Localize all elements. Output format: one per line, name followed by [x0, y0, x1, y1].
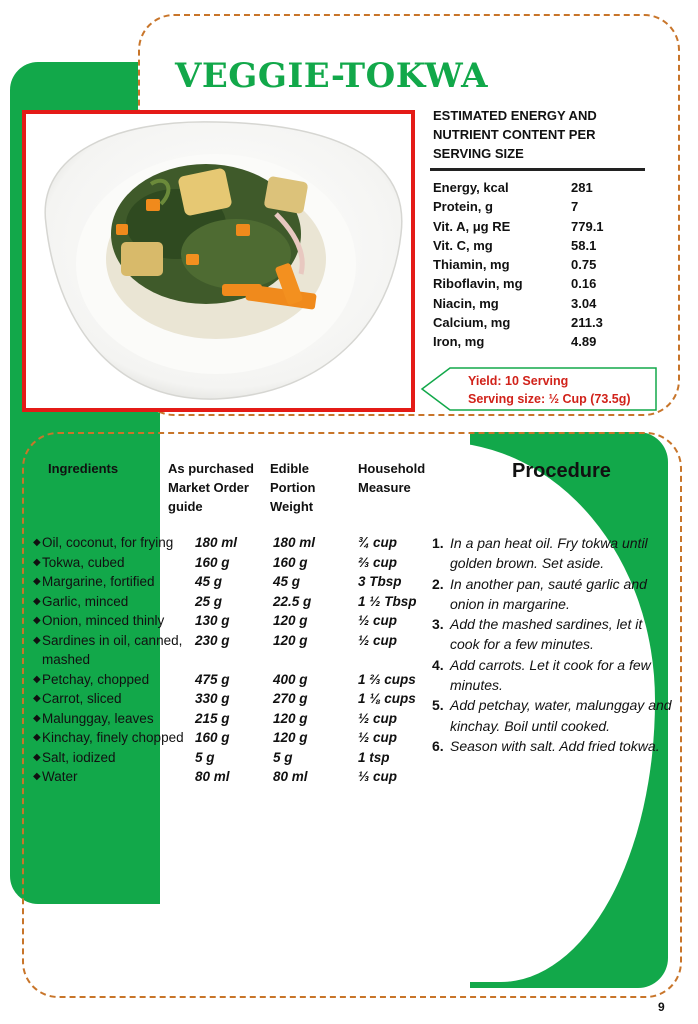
diamond-bullet-icon: ◆ [33, 673, 41, 685]
yield-callout [420, 366, 660, 412]
dish-photo [22, 110, 415, 412]
nutrient-value: 0.16 [571, 276, 597, 292]
diamond-bullet-icon: ◆ [33, 537, 41, 548]
nutrient-row [433, 332, 643, 351]
diamond-bullet-icon: ◆ [33, 771, 41, 782]
ingredient-household-measure: 1 ⅔ cups [358, 671, 416, 687]
ingredient-edible-portion: 120 g [273, 730, 308, 745]
ingredient-name: Sardines in oil, canned, mashed [42, 632, 183, 667]
procedure-step [432, 533, 672, 574]
ingredients-list [33, 533, 443, 787]
ingredient-name: Tokwa, cubed [42, 554, 125, 570]
ingredient-as-purchased: 230 g [195, 632, 230, 648]
ingredient-edible-portion: 180 ml [273, 535, 316, 550]
ingredient-name: Margarine, fortified [42, 574, 155, 589]
ingredient-household-measure: ½ cup [358, 613, 398, 628]
nutrient-name: Riboflavin, mg [433, 276, 523, 292]
nutrient-row [433, 294, 643, 313]
yield-text [468, 372, 631, 408]
ingredient-edible-portion: 120 g [273, 710, 308, 726]
ingredient-row [33, 611, 443, 631]
procedure-steps [432, 533, 672, 756]
nutrient-row [433, 197, 643, 216]
procedure-step [432, 614, 672, 655]
page-number: 9 [658, 1000, 665, 1014]
diamond-bullet-icon: ◆ [33, 634, 41, 646]
ingredient-edible-portion: 45 g [273, 574, 301, 589]
step-number: 2. [432, 575, 444, 592]
nutrient-value: 3.04 [571, 295, 597, 311]
ingredient-household-measure: ¾ cup [358, 535, 398, 550]
ingredient-row [33, 767, 443, 787]
ingredient-household-measure: 1 tsp [358, 749, 390, 765]
ingredient-row [33, 670, 443, 690]
nutrient-name: Vit. A, μg RE [433, 218, 511, 234]
ingredient-row [33, 709, 443, 729]
ingredient-household-measure: ½ cup [358, 730, 398, 745]
ingredient-name: Petchay, chopped [42, 671, 150, 687]
ingredient-edible-portion: 120 g [273, 632, 308, 648]
nutrient-name: Vit. C, mg [433, 237, 493, 253]
ingredient-row [33, 689, 443, 709]
diamond-bullet-icon: ◆ [33, 712, 41, 724]
diamond-bullet-icon: ◆ [33, 576, 41, 587]
ingredient-household-measure: 1 ⅛ cups [358, 691, 416, 706]
ingredient-as-purchased: 475 g [195, 671, 230, 687]
step-number: 3. [432, 616, 444, 633]
ingredient-name: Carrot, sliced [42, 691, 122, 706]
header-edible-portion: Edible Portion Weight [270, 461, 316, 514]
ingredient-row [33, 728, 443, 748]
header-as-purchased: As purchased Market Order guide [168, 461, 254, 514]
nutrient-divider [430, 168, 645, 171]
nutrient-name: Niacin, mg [433, 295, 499, 311]
nutrient-name: Energy, kcal [433, 180, 509, 195]
ingredient-as-purchased: 160 g [195, 730, 230, 745]
nutrient-name: Iron, mg [433, 334, 485, 350]
step-number: 1. [432, 535, 444, 551]
recipe-title: VEGGIE-TOKWA [175, 56, 488, 96]
header-ingredients: Ingredients [48, 461, 119, 476]
diamond-bullet-icon: ◆ [33, 595, 41, 607]
nutrient-name: Protein, g [433, 199, 493, 215]
step-text: In another pan, sauté garlic and onion in margarine. [450, 575, 647, 612]
procedure-step [432, 574, 672, 615]
procedure-step [432, 655, 672, 696]
ingredient-as-purchased: 5 g [195, 749, 215, 765]
ingredient-row [33, 748, 443, 768]
yield-servings: Yield: 10 Serving [468, 374, 569, 388]
ingredient-household-measure: ⅓ cup [358, 769, 398, 784]
veggie-tokwa-dish-icon [26, 114, 411, 408]
diamond-bullet-icon: ◆ [33, 732, 41, 743]
diamond-bullet-icon: ◆ [33, 693, 41, 704]
ingredient-as-purchased: 215 g [195, 710, 230, 726]
step-text: Add carrots. Let it cook for a few minutes. [450, 656, 651, 694]
diamond-bullet-icon: ◆ [33, 751, 41, 763]
ingredient-edible-portion: 400 g [273, 671, 308, 687]
nutrient-value: 58.1 [571, 237, 597, 253]
ingredient-edible-portion: 120 g [273, 613, 308, 628]
ingredient-as-purchased: 180 ml [195, 535, 238, 550]
step-text: Add petchay, water, malunggay and kinchay. Boil until cooked. [450, 697, 672, 734]
ingredient-edible-portion: 80 ml [273, 769, 308, 784]
nutrient-value: 281 [571, 180, 593, 195]
nutrient-value: 4.89 [571, 334, 597, 350]
ingredient-household-measure: ½ cup [358, 632, 398, 648]
ingredient-household-measure: 1 ½ Tbsp [358, 593, 417, 609]
step-text: In a pan heat oil. Fry tokwa until golden brown. Set aside. [450, 535, 648, 572]
nutrient-row [433, 255, 643, 274]
nutrient-row [433, 313, 643, 332]
ingredient-household-measure: ½ cup [358, 710, 398, 726]
ingredient-household-measure: ⅔ cup [358, 554, 398, 570]
nutrient-row [433, 217, 643, 236]
nutrient-row [433, 178, 643, 197]
step-number: 6. [432, 737, 444, 754]
nutrient-value: 7 [571, 199, 579, 215]
ingredient-as-purchased: 80 ml [195, 769, 230, 784]
ingredient-row [33, 533, 443, 553]
diamond-bullet-icon: ◆ [33, 615, 41, 626]
ingredient-row [33, 572, 443, 592]
ingredient-row [33, 592, 443, 612]
ingredient-as-purchased: 160 g [195, 554, 230, 570]
ingredient-name: Onion, minced thinly [42, 613, 165, 628]
step-number: 4. [432, 656, 444, 673]
diamond-bullet-icon: ◆ [33, 556, 41, 568]
ingredient-name: Kinchay, finely chopped [42, 730, 184, 745]
ingredient-as-purchased: 45 g [195, 574, 223, 589]
nutrient-value: 211.3 [571, 315, 603, 331]
ingredient-as-purchased: 130 g [195, 613, 230, 628]
ingredient-name: Salt, iodized [42, 749, 116, 765]
ingredient-edible-portion: 270 g [273, 691, 308, 706]
nutrient-heading: ESTIMATED ENERGY AND NUTRIENT CONTENT PER SERVING SIZE [433, 108, 597, 161]
ingredient-household-measure: 3 Tbsp [358, 574, 402, 589]
nutrient-value: 779.1 [571, 218, 604, 234]
header-household-measure: Household Measure [358, 461, 426, 495]
nutrient-list [433, 178, 643, 352]
ingredient-row [33, 631, 443, 670]
ingredient-name: Malunggay, leaves [42, 710, 154, 726]
ingredient-edible-portion: 22.5 g [273, 593, 312, 609]
ingredient-row [33, 553, 443, 573]
step-text: Add the mashed sardines, let it cook for a few minutes. [450, 616, 643, 653]
procedure-step [432, 736, 672, 756]
step-text: Season with salt. Add fried tokwa. [450, 737, 660, 754]
nutrient-name: Thiamin, mg [433, 257, 510, 273]
nutrient-row [433, 274, 643, 293]
ingredient-edible-portion: 160 g [273, 554, 308, 570]
nutrient-value: 0.75 [571, 257, 597, 273]
yield-serving-size: Serving size: ½ Cup (73.5g) [468, 392, 631, 406]
nutrient-row [433, 236, 643, 255]
procedure-title: Procedure [512, 460, 611, 482]
step-number: 5. [432, 697, 444, 714]
ingredient-name: Water [42, 769, 78, 784]
ingredient-as-purchased: 25 g [195, 593, 223, 609]
ingredient-as-purchased: 330 g [195, 691, 230, 706]
procedure-step [432, 695, 672, 736]
ingredient-name: Garlic, minced [42, 593, 129, 609]
ingredient-edible-portion: 5 g [273, 749, 293, 765]
ingredient-name: Oil, coconut, for frying [42, 535, 174, 550]
nutrient-name: Calcium, mg [433, 315, 511, 331]
